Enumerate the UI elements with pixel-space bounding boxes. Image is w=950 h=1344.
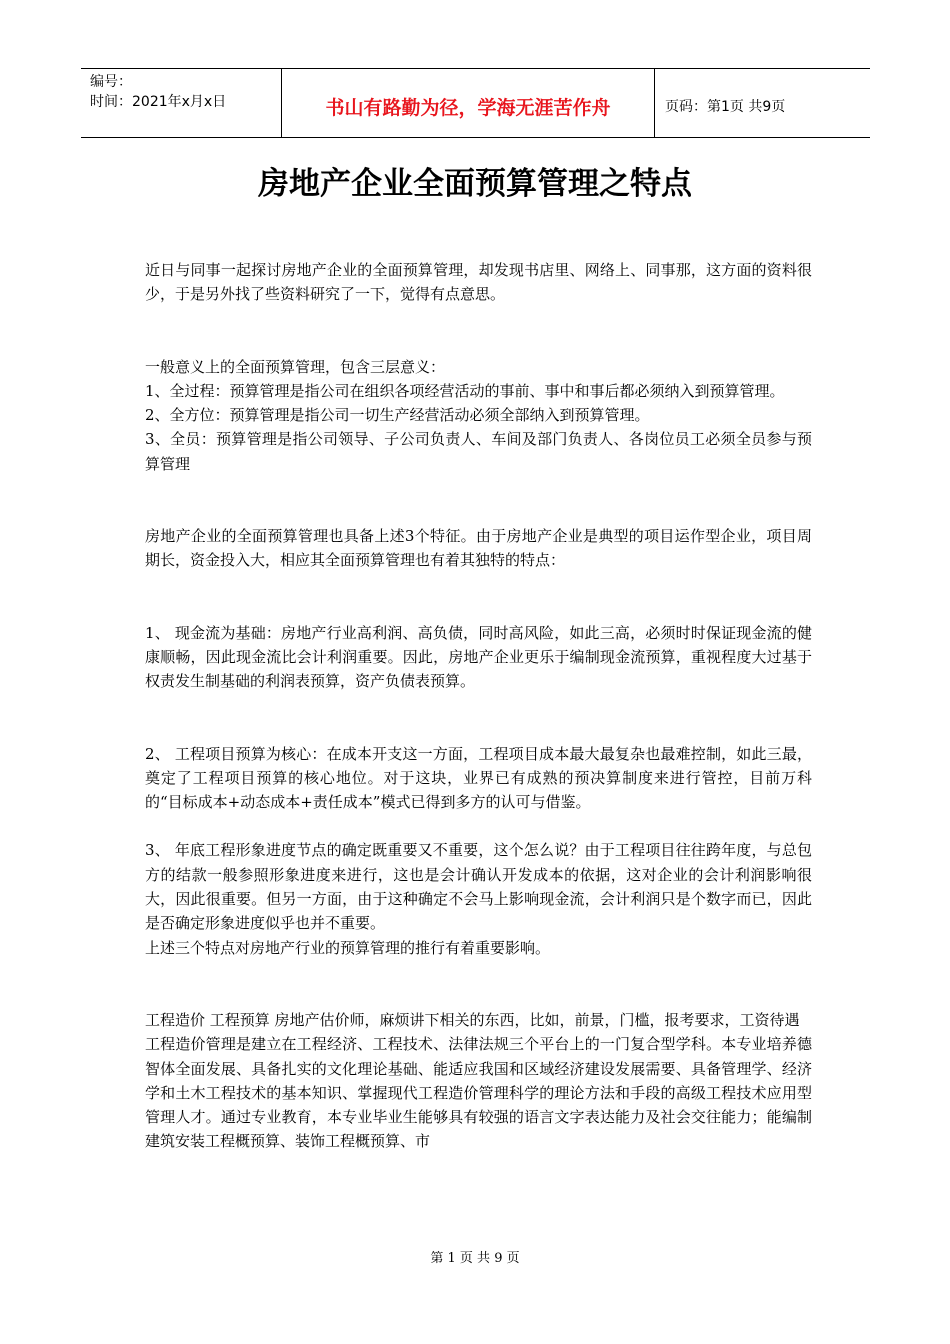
header-motto: 书山有路勤为径，学海无涯苦作舟	[282, 69, 655, 137]
paragraph-question: 工程造价 工程预算 房地产估价师，麻烦讲下相关的东西，比如，前景，门槛，报考要求，工资待遇	[145, 1010, 800, 1029]
paragraph-answer: 工程造价管理是建立在工程经济、工程技术、法律法规三个平台上的一门复合型学科。本专业培养德智体全面发展、具备扎实的文化理论基础、能适应我国和区域经济建设发展需要、具备管理学、经济学和土木工程技术的基本知识、掌握现代工程造价管理科学的理论方法和手段的高级工程技术应用型管理人才。通过专业教育，本专业毕业生能够具有较强的语言文字表达能力及社会交往能力；能编制建筑安装工程概预算、装饰工程概预算、市	[145, 1035, 812, 1151]
paragraph-intro: 近日与同事一起探讨房地产企业的全面预算管理，却发现书店里、网络上、同事那，这方面的资料很少，于是另外找了些资料研究了一下，觉得有点意思。	[145, 261, 812, 304]
paragraph-point-2: 2、 工程项目预算为核心：在成本开支这一方面，工程项目成本最大最复杂也最难控制，如此三最，奠定了工程项目预算的核心地位。对于这块，业界已有成熟的预决算制度来进行管控，目前万科的“目标成本+动态成本+责任成本”模式已得到多方的认可与借鉴。	[145, 744, 812, 812]
paragraph-definition-1: 1、全过程：预算管理是指公司在组织各项经营活动的事前、事中和事后都必须纳入到预算管理。	[145, 381, 785, 400]
header-page-info: 页码：第1页 共9页	[665, 99, 786, 115]
page-footer: 第 1 页 共 9 页	[430, 1251, 520, 1266]
paragraph-general-definition: 一般意义上的全面预算管理，包含三层意义：	[145, 357, 446, 376]
paragraph-real-estate-features: 房地产企业的全面预算管理也具备上述3个特征。由于房地产企业是典型的项目运作型企业，项目周期长，资金投入大，相应其全面预算管理也有着其独特的特点：	[145, 527, 812, 570]
document-body	[145, 258, 812, 1154]
paragraph-point-1: 1、 现金流为基础：房地产行业高利润、高负债，同时高风险，如此三高，必须时时保证现金流的健康顺畅，因此现金流比会计利润重要。因此，房地产企业更乐于编制现金流预算，重视程度大过基于权责发生制基础的利润表预算，资产负债表预算。	[145, 623, 812, 691]
document-title: 房地产企业全面预算管理之特点	[258, 166, 692, 202]
paragraph-point-3: 3、 年底工程形象进度节点的确定既重要又不重要，这个怎么说？由于工程项目往往跨年度，与总包方的结款一般参照形象进度来进行，这也是会计确认开发成本的依据，这对企业的会计利润影响很大，因此很重要。但另一方面，由于这种确定不会马上影响现金流，会计利润只是个数字而已，因此是否确定形象进度似乎也并不重要。	[145, 841, 812, 933]
paragraph-summary: 上述三个特点对房地产行业的预算管理的推行有着重要影响。	[145, 938, 551, 957]
paragraph-definition-2: 2、全方位：预算管理是指公司一切生产经营活动必须全部纳入到预算管理。	[145, 406, 650, 425]
paragraph-definition-3: 3、全员：预算管理是指公司领导、子公司负责人、车间及部门负责人、各岗位员工必须全员参与预算管理	[145, 430, 812, 473]
document-number-label: 编号：	[90, 74, 132, 90]
header-meta-cell	[81, 69, 282, 137]
document-date-label: 时间：2021年x月x日	[90, 94, 227, 110]
document-header	[81, 68, 870, 138]
